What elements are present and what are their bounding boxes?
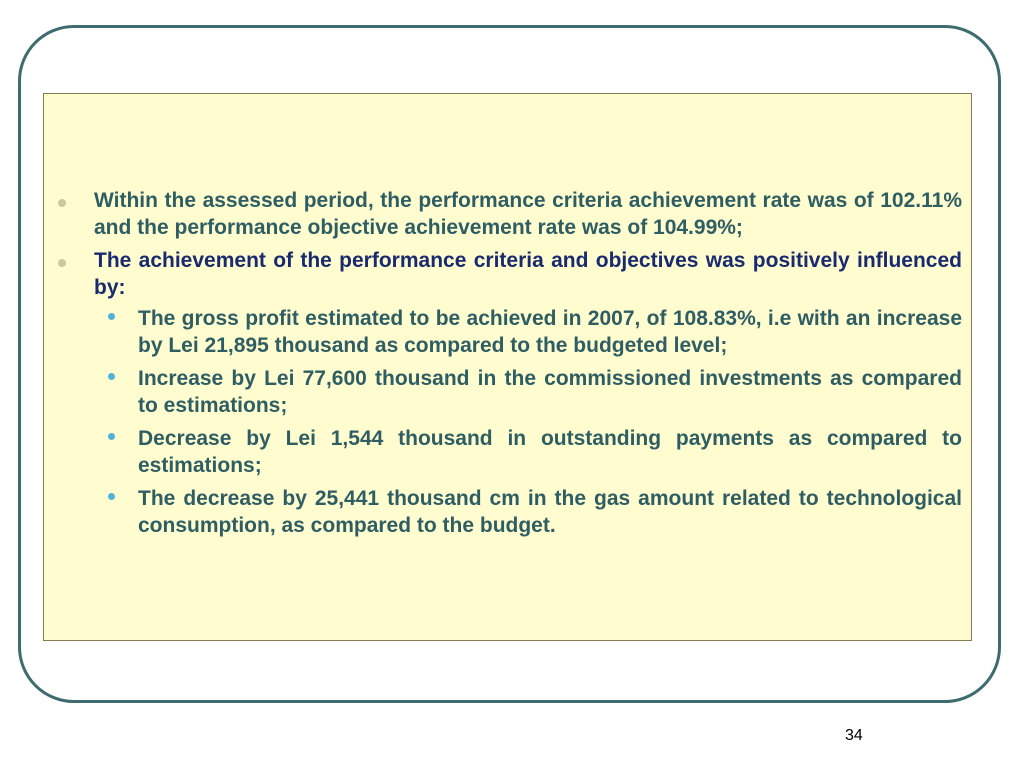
sub-bullet-item — [50, 485, 962, 539]
bullet-dot-icon — [58, 199, 66, 207]
sub-bullet-text: The gross profit estimated to be achieved in 2007, of 108.83%, i.e with an increase by Lei 21,895 thousand as compared to the budgeted level; — [138, 307, 962, 357]
sub-bullet-text: Decrease by Lei 1,544 thousand in outstanding payments as compared to estimations; — [138, 427, 962, 477]
bullet-item — [50, 247, 962, 301]
sub-bullet-group — [50, 305, 962, 539]
sub-bullet-item — [50, 305, 962, 359]
sub-bullet-dot-icon — [108, 373, 115, 380]
sub-bullet-list — [50, 305, 962, 539]
sub-bullet-text: Increase by Lei 77,600 thousand in the commissioned investments as compared to estimations; — [138, 367, 962, 417]
sub-bullet-dot-icon — [108, 313, 115, 320]
sub-bullet-dot-icon — [108, 493, 115, 500]
bullet-list — [50, 187, 962, 545]
sub-bullet-item — [50, 425, 962, 479]
sub-bullet-item — [50, 365, 962, 419]
sub-bullet-text: The decrease by 25,441 thousand cm in the gas amount related to technological consumption, as compared to the budget. — [138, 487, 962, 537]
bullet-text: Within the assessed period, the performance criteria achievement rate was of 102.11% and the performance objective achievement rate was of 104.99%; — [94, 189, 962, 239]
bullet-item — [50, 187, 962, 241]
bullet-text: The achievement of the performance criteria and objectives was positively influenced by: — [94, 249, 962, 299]
page-number: 34 — [845, 727, 863, 744]
sub-bullet-dot-icon — [108, 433, 115, 440]
bullet-dot-icon — [58, 259, 66, 267]
